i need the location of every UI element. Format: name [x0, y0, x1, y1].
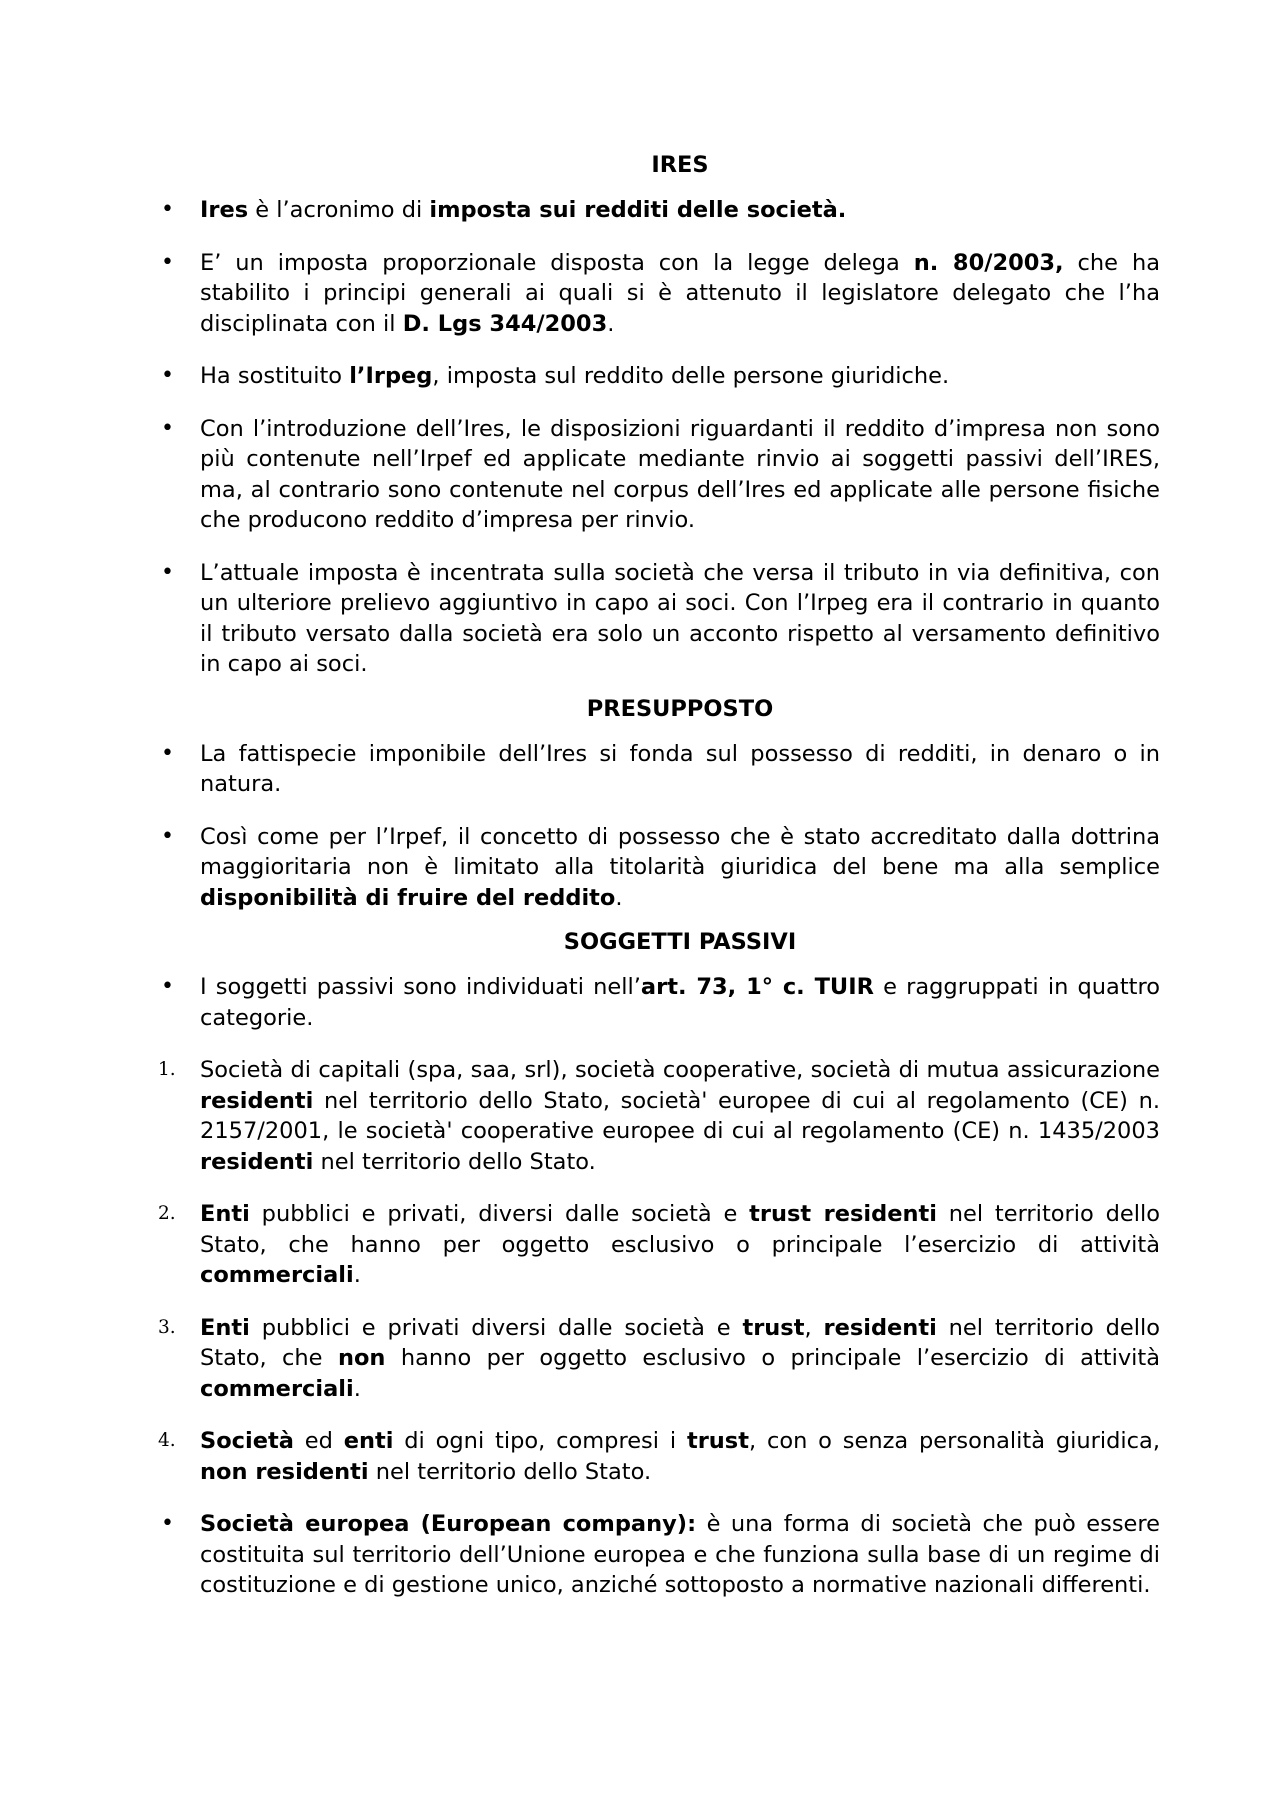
text-run: . — [615, 884, 623, 911]
text-run: . — [607, 310, 615, 337]
bold-run: art. 73, 1° c. TUIR — [640, 974, 874, 1000]
numbered-item — [158, 1313, 1161, 1405]
bold-run: trust — [742, 1314, 805, 1341]
text-run: , con o senza personalità giuridica, — [748, 1428, 1160, 1454]
bold-run: Enti — [200, 1201, 250, 1227]
bullet-list-soggetti — [161, 972, 1160, 1033]
bold-run: D. Lgs 344/2003 — [402, 310, 608, 337]
bold-run: commerciali — [200, 1375, 354, 1402]
list-item — [161, 248, 1160, 340]
text-run: hanno per oggetto esclusivo o principale l’esercizio di attività — [385, 1345, 1161, 1371]
bold-run: non — [337, 1345, 386, 1371]
bullet-icon: • — [161, 974, 174, 999]
list-item — [161, 739, 1160, 800]
heading-ires: IRES — [651, 152, 709, 178]
bullet-list-ires — [161, 195, 1160, 680]
text-run: La fattispecie imponibile dell’Ires si fonda sul possesso di redditi, in denaro o in natura. — [200, 740, 1160, 797]
bold-run: Ires — [200, 197, 249, 223]
bold-run: non residenti — [200, 1458, 369, 1485]
bullet-list-presupposto — [161, 739, 1160, 914]
paragraph-text — [200, 1057, 1160, 1175]
numbered-item — [158, 1426, 1160, 1487]
bullet-icon: • — [161, 197, 174, 222]
list-item — [161, 972, 1160, 1033]
list-item — [161, 558, 1160, 680]
bold-run: disponibilità di fruire del reddito — [200, 884, 616, 911]
text-run: nel territorio dello Stato, società' europee di cui al regolamento (CE) n. 2157/2001, le società' cooperative europee di cui al regolamento (CE) n. 1435/2003 — [200, 1087, 1160, 1144]
paragraph-text — [200, 974, 1160, 1031]
numbered-item — [158, 1199, 1160, 1291]
text-run: E’ un imposta proporzionale disposta con la legge delega — [200, 249, 914, 276]
text-run: . — [353, 1375, 361, 1402]
paragraph-text — [200, 1511, 1160, 1598]
text-run: L’attuale imposta è incentrata sulla società che versa il tributo in via definitiva, con un ulteriore prelievo aggiuntivo in capo ai soci. Con l’Irpeg era il contrario in quanto il tributo versato dalla società era solo un acconto rispetto al versamento definitivo in capo ai soci. — [200, 559, 1160, 677]
paragraph-text — [200, 824, 1160, 911]
bullet-icon: • — [161, 363, 174, 388]
paragraph-text — [200, 416, 1160, 534]
bold-run: commerciali — [200, 1262, 354, 1288]
bullet-icon: • — [161, 740, 174, 766]
bold-run: Enti — [200, 1314, 250, 1341]
text-run: è l’acronimo di — [248, 197, 430, 223]
list-item — [161, 414, 1160, 536]
paragraph-text — [200, 560, 1160, 678]
numbered-list-categories — [158, 1055, 1161, 1487]
text-run: , imposta sul reddito delle persone giuridiche. — [432, 363, 950, 389]
text-run: ed — [293, 1428, 344, 1454]
text-run: nel territorio dello Stato, che — [200, 1314, 1160, 1371]
text-run: pubblici e privati, diversi dalle società e — [249, 1201, 750, 1227]
bold-run: n. 80/2003, — [913, 249, 1064, 276]
paragraph-text — [200, 1428, 1160, 1485]
bullet-icon: • — [161, 249, 174, 275]
bullet-icon: • — [161, 823, 174, 849]
bold-run: residenti — [823, 1314, 937, 1341]
numbered-item — [158, 1055, 1160, 1177]
text-run: Ha sostituito — [200, 363, 350, 389]
document-body — [158, 150, 1161, 1623]
text-run: e raggruppati in quattro categorie. — [200, 974, 1160, 1031]
text-run: I soggetti passivi sono individuati nell’ — [200, 974, 641, 1000]
list-item — [161, 1509, 1160, 1601]
paragraph-text — [200, 1315, 1160, 1402]
bold-run: l’Irpeg — [349, 363, 433, 389]
bullet-list-european-company — [161, 1509, 1160, 1601]
paragraph-text — [200, 1201, 1160, 1288]
bold-run: residenti — [200, 1087, 314, 1114]
bold-run: imposta sui redditi delle società. — [429, 197, 847, 223]
item-number: 3. — [158, 1316, 176, 1338]
item-number: 2. — [158, 1203, 176, 1224]
text-run: di ogni tipo, compresi i — [393, 1428, 687, 1454]
text-run: . — [353, 1262, 361, 1288]
list-item — [161, 361, 1160, 392]
text-run: Così come per l’Irpef, il concetto di possesso che è stato accreditato dalla dottrina maggioritaria non è limitato alla titolarità giuridica del bene ma alla semplice — [200, 823, 1160, 880]
text-run: nel territorio dello Stato. — [368, 1458, 652, 1485]
heading-presupposto: PRESUPPOSTO — [586, 695, 774, 722]
bullet-icon: • — [161, 1511, 174, 1536]
bold-run: Società — [200, 1428, 294, 1454]
heading-soggetti-passivi: SOGGETTI PASSIVI — [563, 929, 797, 955]
paragraph-text — [200, 197, 846, 223]
text-run: nel territorio dello Stato, che hanno per oggetto esclusivo o principale l’esercizio di attività — [200, 1201, 1160, 1258]
item-number: 4. — [158, 1430, 176, 1451]
paragraph-text — [200, 250, 1160, 337]
bullet-icon: • — [161, 559, 174, 585]
item-number: 1. — [158, 1059, 176, 1080]
bold-run: Società europea (European company): — [200, 1511, 697, 1537]
text-run: Con l’introduzione dell’Ires, le disposizioni riguardanti il reddito d’impresa non sono più contenute nell’Irpef ed applicate mediante rinvio ai soggetti passivi dell’IRES, ma, al contrario sono contenute nel corpus dell’Ires ed applicate alle persone fisiche che producono reddito d’impresa per rinvio. — [200, 415, 1160, 533]
bold-run: trust — [686, 1428, 749, 1454]
paragraph-text — [200, 741, 1160, 798]
list-item — [161, 195, 1160, 226]
bold-run: enti — [343, 1428, 394, 1454]
paragraph-text — [200, 363, 949, 389]
text-run: è una forma di società che può essere costituita sul territorio dell’Unione europea e che funziona sulla base di un regime di costituzione e di gestione unico, anziché sottoposto a normative nazionali differenti. — [200, 1511, 1160, 1598]
text-run: nel territorio dello Stato. — [313, 1148, 596, 1175]
bold-run: trust residenti — [749, 1201, 937, 1227]
text-run: , — [804, 1314, 824, 1341]
text-run: che ha stabilito i principi generali ai quali si è attenuto il legislatore delegato che l’ha disciplinata con il — [200, 249, 1160, 337]
list-item — [161, 822, 1160, 914]
bullet-icon: • — [161, 415, 174, 441]
text-run: pubblici e privati diversi dalle società e — [249, 1314, 743, 1341]
text-run: Società di capitali (spa, saa, srl), società cooperative, società di mutua assicurazione — [200, 1057, 1160, 1083]
bold-run: residenti — [200, 1148, 314, 1175]
